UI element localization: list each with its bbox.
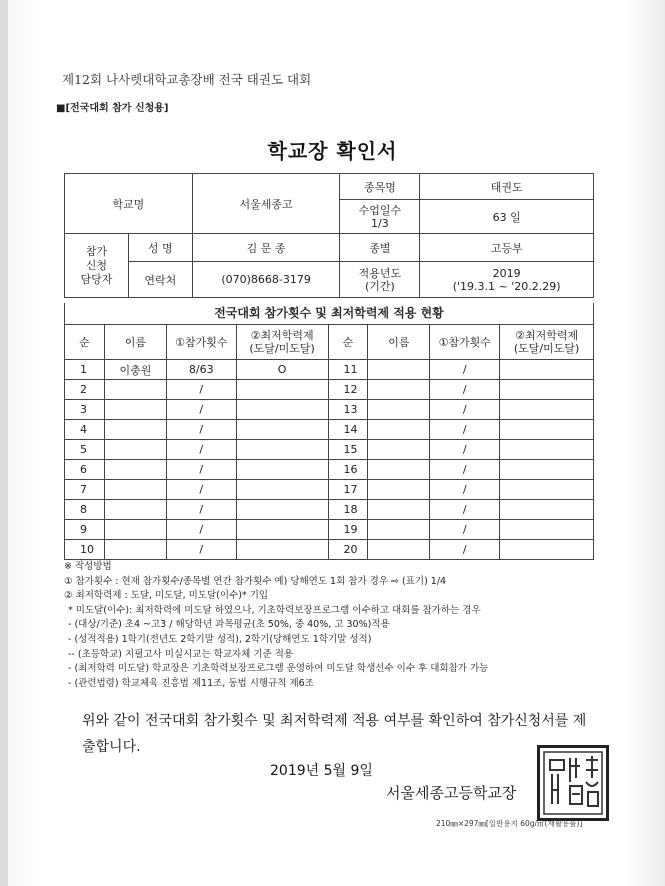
row-name (368, 480, 430, 500)
school-seal-icon (537, 745, 609, 821)
row-num: 14 (328, 420, 368, 440)
row-count: / (166, 380, 236, 400)
header-num-right: 순 (328, 325, 368, 360)
row-num: 7 (65, 480, 105, 500)
scan-edge (0, 0, 8, 886)
declaration: 위와 같이 전국대회 참가횟수 및 최저학력제 적용 여부를 확인하여 참가신청서를 제출합니다. (82, 713, 587, 755)
note-line: -- (초등학교) 지필고사 미실시교는 학교자체 기준 적용 (68, 648, 294, 660)
row-num: 20 (328, 540, 368, 560)
row-count: / (430, 460, 500, 480)
row-min (500, 480, 594, 500)
row-num: 11 (328, 360, 368, 380)
row-min (236, 440, 328, 460)
table-row (65, 460, 594, 480)
row-name (104, 540, 166, 560)
row-min (500, 500, 594, 520)
row-count: / (166, 520, 236, 540)
table-row (65, 420, 594, 440)
table-row (65, 440, 594, 460)
days-label: 수업일수 1/3 (340, 200, 420, 234)
school-name: 서울세종고 (192, 174, 340, 234)
row-num: 12 (328, 380, 368, 400)
school-label: 학교명 (65, 174, 193, 234)
row-num: 2 (65, 380, 105, 400)
doc-title: 학교장 확인서 (267, 139, 398, 163)
note-line: ※ 작성방법 (64, 561, 112, 572)
row-num: 19 (328, 520, 368, 540)
phone-value: (070)8668-3179 (192, 262, 340, 298)
name-label: 성 명 (128, 234, 192, 262)
row-min (236, 480, 328, 500)
row-min (236, 420, 328, 440)
row-name (368, 500, 430, 520)
row-num: 1 (65, 360, 105, 380)
header-name-left: 이름 (104, 325, 166, 360)
table-row (65, 480, 594, 500)
paper-info: 210㎜×297㎜[일반용지 60g/㎡(재활용품)] (436, 819, 583, 828)
header-count-left: ①참가횟수 (166, 325, 236, 360)
row-num: 15 (328, 440, 368, 460)
header-num-left: 순 (65, 325, 105, 360)
instructions (64, 560, 604, 691)
contact-name: 김 문 종 (192, 234, 340, 262)
stats-table (64, 324, 594, 560)
year-label: 적용년도 (기간) (340, 262, 420, 298)
row-count: / (430, 480, 500, 500)
table-row (65, 360, 594, 380)
note-line: * 미도달(이수): 최저학력에 미도달 하였으나, 기초학력보장프로그램 이수하고 대회를 참가하는 경우 (68, 604, 481, 616)
row-num: 3 (65, 400, 105, 420)
row-min (500, 380, 594, 400)
row-count: / (430, 420, 500, 440)
form-label: ■[전국대회 참가 신청용] (56, 103, 169, 114)
contact-label: 참가 신청 담당자 (65, 234, 129, 298)
row-min (500, 520, 594, 540)
row-min (236, 500, 328, 520)
row-min: O (236, 360, 328, 380)
row-min (500, 360, 594, 380)
row-num: 18 (328, 500, 368, 520)
row-min (236, 380, 328, 400)
row-count: / (166, 500, 236, 520)
row-count: / (166, 540, 236, 560)
row-name (104, 400, 166, 420)
row-num: 4 (65, 420, 105, 440)
division-value: 고등부 (420, 234, 594, 262)
row-count: / (166, 480, 236, 500)
event-title: 제12회 나사렛대학교총장배 전국 태권도 대회 (62, 72, 312, 87)
division-label: 종별 (340, 234, 420, 262)
row-num: 17 (328, 480, 368, 500)
row-name (104, 500, 166, 520)
row-min (500, 400, 594, 420)
event-value: 태권도 (420, 174, 594, 200)
row-min (236, 540, 328, 560)
table-row (65, 400, 594, 420)
row-min (236, 400, 328, 420)
row-count: / (430, 360, 500, 380)
row-count: / (430, 520, 500, 540)
table-row (65, 500, 594, 520)
row-count: / (430, 500, 500, 520)
row-min (500, 420, 594, 440)
row-name (368, 420, 430, 440)
row-count: / (430, 400, 500, 420)
year-value: 2019 ('19.3.1 ~ '20.2.29) (420, 262, 594, 298)
row-name (104, 440, 166, 460)
row-name (104, 380, 166, 400)
table-row (65, 540, 594, 560)
header-count-right: ①참가횟수 (430, 325, 500, 360)
header-min-right: ②최저학력제 (도달/미도달) (500, 325, 594, 360)
note-line: ② 최저학력제 : 도달, 미도달, 미도달(이수)* 기입 (64, 590, 269, 602)
row-name (368, 520, 430, 540)
signer: 서울세종고등학교장 (386, 784, 517, 802)
row-count: / (166, 460, 236, 480)
row-num: 13 (328, 400, 368, 420)
row-count: / (166, 440, 236, 460)
row-name (368, 460, 430, 480)
row-count: 8/63 (166, 360, 236, 380)
note-line: - (성적적용) 1학기(전년도 2학기말 성적), 2학기(당해연도 1학기말 성적) (68, 633, 372, 645)
row-count: / (430, 440, 500, 460)
row-count: / (166, 400, 236, 420)
event-label: 종목명 (340, 174, 420, 200)
row-min (236, 520, 328, 540)
school-info-table (64, 173, 594, 298)
row-num: 5 (65, 440, 105, 460)
table-row (65, 380, 594, 400)
phone-label: 연락처 (128, 262, 192, 298)
row-count: / (430, 540, 500, 560)
row-min (500, 540, 594, 560)
row-name (104, 420, 166, 440)
stats-title: 전국대회 참가횟수 및 최저학력제 적용 현황 (64, 303, 594, 324)
row-name (368, 540, 430, 560)
row-num: 6 (65, 460, 105, 480)
row-name (368, 360, 430, 380)
note-line: ① 참가횟수 : 현재 참가횟수/종목별 연간 참가횟수 예) 당해연도 1회 참가 경우 ⇨ (표기) 1/4 (64, 575, 447, 587)
row-name (368, 380, 430, 400)
row-name (104, 480, 166, 500)
date: 2019년 5월 9일 (270, 763, 373, 779)
note-line: - (대상/기준) 초4 ~고3 / 해당학년 과목평균(초 50%, 중 40%, 고 30%)적용 (68, 619, 390, 631)
note-line: - (관련법령) 학교체육 진흥법 제11조, 동법 시행규칙 제6조 (68, 677, 314, 689)
row-num: 9 (65, 520, 105, 540)
row-name (104, 460, 166, 480)
row-count: / (166, 420, 236, 440)
header-min-left: ②최저학력제 (도달/미도달) (236, 325, 328, 360)
row-name (368, 440, 430, 460)
days-value: 63 일 (420, 200, 594, 234)
table-row (65, 520, 594, 540)
header-name-right: 이름 (368, 325, 430, 360)
row-num: 10 (65, 540, 105, 560)
row-name (104, 520, 166, 540)
note-line: - (최저학력 미도달) 학교장은 기초학력보장프로그램 운영하여 미도달 학생선수 이수 후 대회참가 가능 (68, 663, 489, 675)
row-num: 16 (328, 460, 368, 480)
row-name (368, 400, 430, 420)
row-min (500, 440, 594, 460)
row-min (500, 460, 594, 480)
row-count: / (430, 380, 500, 400)
row-num: 8 (65, 500, 105, 520)
row-name: 이충원 (104, 360, 166, 380)
row-min (236, 460, 328, 480)
